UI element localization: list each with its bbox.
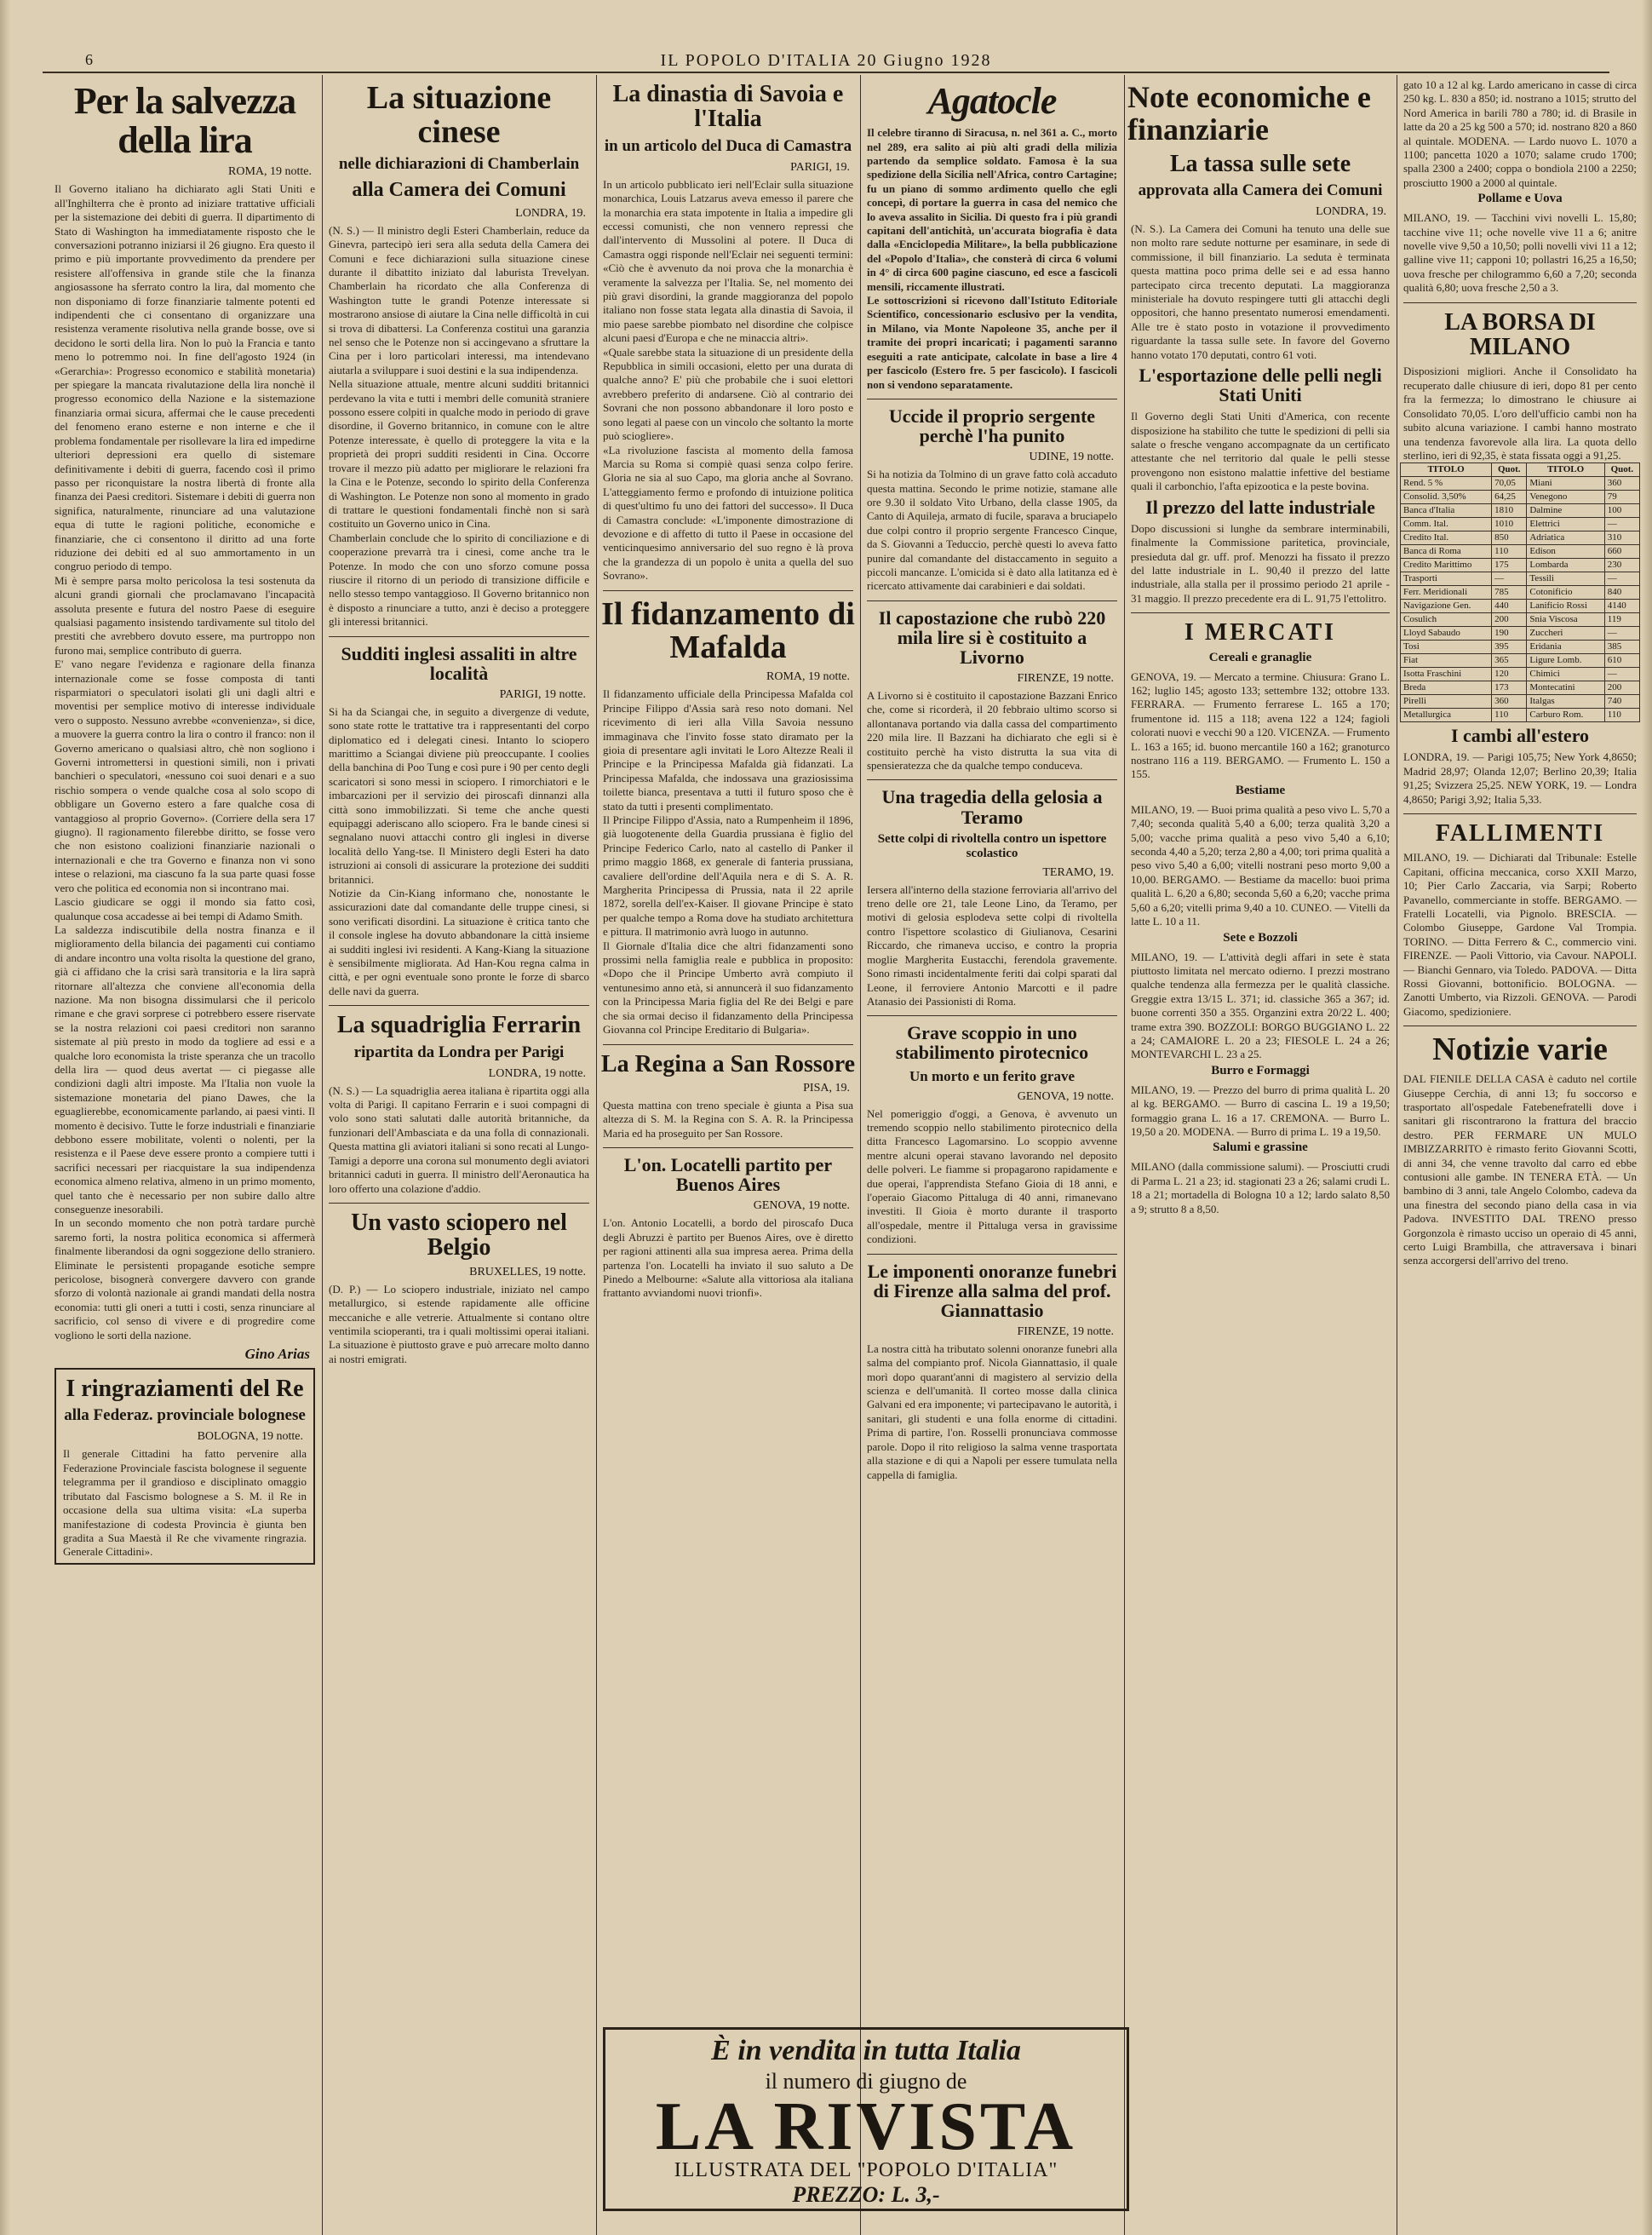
headline-capostazione: Il capostazione che rubò 220 mila lire si è costituito a Livorno bbox=[878, 606, 1106, 668]
article-paragraph: (N. S.) — Il ministro degli Esteri Chamberlain, reduce da Ginevra, partecipò ieri sera alla seduta della Camera dei Comuni e fece dichiarazioni sulla situazione cinese durante il dibattito iniziato dal laburista Trevelyan. Chamberlain ha ricordato che alla Conferenza di Washington tutte le grandi Potenze interessate si mostrarono ansiose di aiutare la Cina nelle difficoltà in cui si trova di dibattersi. La Conferenza costituì una garanzia nel senso che le Potenze non si accingevano a sfruttare la Cina per i loro particolari interessi, ma intendevano aiutarla a sviluppare i suoi destini e la sua indipendenza. bbox=[329, 223, 589, 376]
table-cell: 385 bbox=[1604, 641, 1639, 654]
table-cell: Fiat bbox=[1401, 654, 1492, 668]
subheadline: approvata alla Camera dei Comuni bbox=[1138, 181, 1383, 199]
subheadline: alla Federaz. provinciale bolognese bbox=[64, 1406, 306, 1425]
table-cell: Italgas bbox=[1527, 695, 1604, 709]
advert-line: il numero di giugno de bbox=[765, 2069, 967, 2094]
page-number: 6 bbox=[85, 51, 93, 68]
dateline: LONDRA, 19. bbox=[1316, 204, 1386, 218]
table-cell: Banca d'Italia bbox=[1401, 504, 1492, 518]
table-cell: 173 bbox=[1492, 681, 1527, 695]
article-paragraph: Il celebre tiranno di Siracusa, n. nel 361 a. C., morto nel 289, era salito ai più alti gradi della milizia partendo da semplice soldato. Famosa è la sua spedizione della Sicilia nell'Africa, contro Cartagine; fu un piano di sommo ardimento quello che egli concepì, di portare la guerra in casa del nemico che lo aveva assalito in Sicilia. Di questo fra i più grandi capitani dell'antichità, un'accurata biografia è data dalla «Enciclopedia Militare», la bella pubblicazione del «Popolo d'Italia», che consterà di circa 6 volumi in 4° di circa 600 pagine ciascuno, ed esce a fascicoli mensili, riccamente illustrati. bbox=[867, 126, 1117, 293]
headline-borsa: LA BORSA DI MILANO bbox=[1444, 308, 1596, 361]
table-cell: — bbox=[1604, 668, 1639, 681]
table-row bbox=[1401, 695, 1640, 709]
article-paragraph: Lascio giudicare se oggi il mondo sia fatto così, qualunque cosa accadesse ai bei tempi di Adamo Smith. bbox=[54, 895, 315, 922]
article-paragraph: (N. S.). La Camera dei Comuni ha tenuto una delle sue non molto rare sedute notturne per esaminare, in sede di commissione, il bill finanziario. La seduta è terminata questa mattina poco prima delle sei e ad essa hanno partecipato circa trecento deputati. La maggioranza ministeriale ha dovuto respingere tutti gli attacchi degli oppositori, che hanno presentato numerosi emendamenti. Alle tre è stato posto in votazione il provvedimento riguardante la tassa sulle sete. In favore del Governo hanno votato 170 deputati, contro 61 voti. bbox=[1131, 221, 1390, 361]
article-paragraph: MILANO, 19. — Dichiarati dal Tribunale: Estelle Capitani, officina meccanica, corso XXII Marzo, 10; Pier Carlo Zaccaria, via Sarpi; Roberto Pavanello, commerciante in stoffe. BERGAMO. — Fratelli Locatelli, via Pignolo. BRESCIA. — Colombo Giuseppe, Gardone Val Trompia. TORINO. — Ditta Ferrero & C., commercio vini. FIRENZE. — Paoli Vittorio, via Cavour. NAPOLI. — Bianchi Gennaro, via Toledo. PADOVA. — Ditta Rossi Giovanni, bottonificio. BOLOGNA. — Zanotti Umberto, via Rizzoli. GENOVA. — Parodi Giacomo, spedizioniere. bbox=[1403, 851, 1637, 1018]
table-cell: Carburo Rom. bbox=[1527, 709, 1604, 722]
table-row bbox=[1401, 613, 1640, 627]
subheadline: Pollame e Uova bbox=[1477, 192, 1563, 206]
article-paragraph: Iersera all'interno della stazione ferroviaria all'arrivo del treno delle ore 21, tale Leone Lino, da Teramo, per motivi di gelosia esplodeva sette colpi di rivoltella contro l'ispettore scolastico di Giulianova, Cesarini Riccardo, che rimaneva ucciso, e contro la propria moglie Margherita Eustacchi, ferendola gravemente. Sono rimasti incidentalmente feriti dai colpi sparati dal Leone, il ferroviere Antonio Marcotti e il padre Atanasio dei Passionisti di Roma. bbox=[867, 882, 1117, 1008]
table-cell: Chimici bbox=[1527, 668, 1604, 681]
divider bbox=[603, 590, 853, 591]
table-cell: Elettrici bbox=[1527, 518, 1604, 531]
dateline: ROMA, 19 notte. bbox=[766, 670, 850, 684]
dateline: PARIGI, 19. bbox=[790, 160, 850, 174]
market-report: GENOVA, 19. — Mercato a termine. Chiusura: Grano L. 162; luglio 145; agosto 133; settembre 132; ottobre 133. FERRARA. — Frumento ferrarese L. 165 a 170; frumentone id. 115 a 118; avena 122 a 124; fagioli colorati nuovi e vecchi 90 a 120. VICENZA. — Frumento L. 163 a 165; id. buono mercantile 160 a 162; granoturco nostrano 116 a 119. BERGAMO. — Frumento L. 150 a 155. bbox=[1131, 669, 1390, 781]
table-cell: Ligure Lomb. bbox=[1527, 654, 1604, 668]
headline-scoppio: Grave scoppio in uno stabilimento pirotecnico bbox=[895, 1022, 1089, 1064]
table-cell: 1810 bbox=[1492, 504, 1527, 518]
subheadline: Burro e Formaggi bbox=[1211, 1063, 1310, 1077]
advert-line: È in vendita in tutta Italia bbox=[711, 2035, 1021, 2066]
table-cell: Breda bbox=[1401, 681, 1492, 695]
column-6 bbox=[1400, 78, 1640, 2225]
article-paragraph: Disposizioni migliori. Anche il Consolidato ha recuperato dalle chiusure di ieri, dopo 81 per cento fra la fermezza; lo dimostrano le chiusure ai Consolidato 70,05. L'oro dell'ufficio cambi non ha subito alcuna variazione. I cambi hanno mostrato una tendenza favorevole alla lira. La quota dello sterlino, ieri di 92,35, è stata fissata oggi a 91,25. bbox=[1403, 365, 1637, 462]
article-paragraph: Si ha notizia da Tolmino di un grave fatto colà accaduto questa mattina. Secondo le prime notizie, stamane alle ore 9.30 il soldato Vito Urbano, della classe 1905, da Canto di Aquileja, armato di fucile, sparava a bruciapelo due colpi contro il proprio sergente Francesco Cinque, da S. Giovanni a Teduccio, perchè questi lo aveva fatto punire dal comandante del distaccamento in seguito a piccoli mancanze. L'omicida si è dato alla latitanza ed è ricercato attivamente dai carabinieri e dai soldati. bbox=[867, 468, 1117, 593]
dateline: ROMA, 19 notte. bbox=[228, 165, 312, 179]
subheadline: Sete e Bozzoli bbox=[1223, 930, 1298, 945]
market-report: MILANO, 19. — Buoi prima qualità a peso vivo L. 5,70 a 7,40; seconda qualità 5,40 a 6,00; terza qualità 3,20 a 5,00; vacche prima qualità a peso vivo 5,40 a 6,10; seconda 4,40 a 5,20; terza 2,80 a 4,00; tori prima qualità a peso vivo 5,40 a 6,00; vitelli nostrani peso morto 9,00 a 10,00. BERGAMO. — Bestiame da macello: buoi prima qualità L. 6,20 a 6,80; seconda 5,60 a 6,20; vacche prima 5,60 a 6,20; vitelli prima 9,40 a 10. CUNEO. — Vitelli da latte L. 10 a 11. bbox=[1131, 802, 1390, 928]
table-cell: — bbox=[1604, 627, 1639, 641]
table-cell: 175 bbox=[1492, 559, 1527, 572]
table-header-cell: TITOLO bbox=[1527, 463, 1604, 477]
market-report: MILANO, 19. — Prezzo del burro di prima qualità L. 20 al kg. BERGAMO. — Burro di cascina L. 19 a 19,50; formaggio grana L. 16 a 17. CREMONA. — Burro L. 19,50 a 20. MODENA. — Burro di prima L. 19 a 19,50. bbox=[1131, 1083, 1390, 1138]
dateline: LONDRA, 19 notte. bbox=[488, 1066, 586, 1080]
column-3 bbox=[599, 78, 857, 2020]
table-row bbox=[1401, 600, 1640, 613]
table-cell: Navigazione Gen. bbox=[1401, 600, 1492, 613]
dateline: PISA, 19. bbox=[803, 1081, 850, 1095]
news-box-re bbox=[54, 1368, 315, 1565]
subheadline: Sette colpi di rivoltella contro un ispettore scolastico bbox=[877, 831, 1107, 860]
divider bbox=[867, 600, 1117, 601]
market-report: MILANO, 19. — L'attività degli affari in sete è stata piuttosto limitata nel mercato odierno. I prezzi mostrano qualche tendenza alla fermezza per le qualità classiche. Greggie extra 13/15 L. 371; id. classiche 365 a 367; id. buone correnti 350 a 355. Organzini extra 20/22 L. 400; trame extra 390. BOZZOLI: BORGO BUGGIANO L. 22 a 24; CAMAIORE L. 20 a 23; FIESOLE L. 24 a 26; MONTEVARCHI L. 23 a 25. bbox=[1131, 950, 1390, 1061]
market-report: MILANO (dalla commissione salumi). — Prosciutti crudi di Parma L. 21 a 23; id. stagionati 23 a 26; salami crudi L. 18 a 21; mortadella di Bologna 10 a 12; lardo salato 8,50 a 9; strutto 8 a 8,50. bbox=[1131, 1160, 1390, 1215]
article-paragraph: Notizie da Cin-Kiang informano che, nonostante le assicurazioni date dal comandante delle truppe cinesi, si sono verificati disordini. La situazione è critica tanto che il console inglese ha dovuto abbandonare la città insieme ai sudditi inglesi ivi residenti. A Kang-Kiang la situazione è sensibilmente migliorata. Ad Han-Kou regna calma in città, e per ogni eventuale sono pronte le forze di sbarco delle navi da guerra. bbox=[329, 887, 589, 997]
article-paragraph: Il Giornale d'Italia dice che altri fidanzamenti sono prossimi nella famiglia reale e pubblica in proposito: «Dopo che il Principe Umberto avrà compiuto il ventunesimo anno età, si annuncerà il suo fidanzamento con la Principessa Maria figlia del Re dei Belgi e pare che sia ormai deciso il fidanzamento della Principessa Giovanna col Principe Ereditario di Bulgaria». bbox=[603, 939, 853, 1037]
page-edge-right bbox=[1642, 0, 1652, 2235]
table-cell: 70,05 bbox=[1492, 477, 1527, 491]
divider bbox=[329, 636, 589, 637]
article-paragraph: Nel pomeriggio d'oggi, a Genova, è avvenuto un tremendo scoppio nello stabilimento pirotecnico della ditta Francesco Lagomarsino. Lo scoppio avvenne mentre alcuni operai stavano lavorando nel deposito delle polveri. Le fiamme si propagarono rapidamente e due operai, l'apprendista Stefano Gioia di 18 anni, e l'operaio Giacomo Pittaluga di 40 anni, rimanevano investiti. Il Gioia è morto durante il trasporto all'ospedale, mentre il Pittaluga versa in gravissime condizioni. bbox=[867, 1106, 1117, 1246]
column-rule bbox=[1124, 75, 1125, 2235]
table-cell: Credito Ital. bbox=[1401, 531, 1492, 545]
table-header-row bbox=[1401, 463, 1640, 477]
author-signature: Gino Arias bbox=[244, 1346, 310, 1363]
table-cell: Dalmine bbox=[1527, 504, 1604, 518]
article-paragraph: In un articolo pubblicato ieri nell'Eclair sulla situazione monarchica, Louis Latzarus aveva emesso il parere che la monarchia era stata impotente in Italia a impedire gli eccessi comunisti, che non vennero repressi che dall'intervento di Mussolini al potere. Il Duca di Camastra oggi risponde nell'Eclair nei seguenti termini: «Ciò che è avvenuto da noi prova che la monarchia è veramente la salvezza per l'Italia. Se, nel momento dei più gravi disordini, la grande maggioranza del popolo italiano non fosse stata legata alla dinastia di Savoia, il mio paese sarebbe piombato nel disordine che colpisce alcuni paesi d'Europa e che ne minaccia altri». bbox=[603, 177, 853, 345]
table-cell: Miani bbox=[1527, 477, 1604, 491]
headline-lira: Per la salvezza della lira bbox=[73, 80, 296, 162]
table-cell: Cosulich bbox=[1401, 613, 1492, 627]
subheadline: in un articolo del Duca di Camastra bbox=[604, 136, 852, 155]
table-cell: — bbox=[1604, 518, 1639, 531]
subheadline: Bestiame bbox=[1235, 783, 1286, 797]
table-cell: 110 bbox=[1492, 545, 1527, 559]
table-header-cell: Quot. bbox=[1604, 463, 1639, 477]
table-cell: Tessili bbox=[1527, 572, 1604, 586]
headline-latte: Il prezzo del latte industriale bbox=[1145, 496, 1375, 518]
article-paragraph: Il generale Cittadini ha fatto pervenire alla Federazione Provinciale fascista bolognese il seguente telegramma per il grandioso e disciplinato omaggio tributato dal Fascismo bolognese a S. M. il Re in occasione della sua ultima visita: «La superba manifestazione di codesta Provincia è giunta ben gradita a Sua Maestà il Re che vivamente ringrazia. Generale Cittadini». bbox=[63, 1447, 307, 1559]
table-cell: Ferr. Meridionali bbox=[1401, 586, 1492, 600]
table-cell: 120 bbox=[1492, 668, 1527, 681]
headline-mercati: I MERCATI bbox=[1184, 619, 1337, 646]
table-cell: Metallurgica bbox=[1401, 709, 1492, 722]
table-cell: Edison bbox=[1527, 545, 1604, 559]
table-cell: Consolid. 3,50% bbox=[1401, 491, 1492, 504]
subheadline: Un morto e un ferito grave bbox=[909, 1067, 1076, 1084]
headline-notizie-varie: Notizie varie bbox=[1432, 1031, 1608, 1068]
article-paragraph: (N. S.) — La squadriglia aerea italiana è ripartita oggi alla volta di Parigi. Il capitano Ferrarin e i suoi compagni di volo sono stati salutati dalle autorità britanniche, da funzionari dell'Ambasciata e da una folla di connazionali. Questa mattina gli aviatori italiani si sono recati al Lungo-Tamigi a deporre una corona sul monumento degli aviatori britannici caduti in guerra. Il ministro dell'Aeronautica ha loro offerto una colazione d'addio. bbox=[329, 1083, 589, 1195]
headline-sete: La tassa sulle sete bbox=[1169, 150, 1351, 177]
table-cell: Banca di Roma bbox=[1401, 545, 1492, 559]
table-cell: 660 bbox=[1604, 545, 1639, 559]
headline-locatelli: L'on. Locatelli partito per Buenos Aires bbox=[623, 1154, 833, 1196]
table-cell: 4140 bbox=[1604, 600, 1639, 613]
table-cell: 79 bbox=[1604, 491, 1639, 504]
dateline: GENOVA, 19 notte. bbox=[753, 1199, 850, 1213]
article-paragraph: In un secondo momento che non potrà tardare purchè saremo forti, la nostra politica economica si affermerà finalmente liberandosi da ogni soggezione dello straniero. Eliminate le persistenti propagande esotiche sempre pericolose, bisognerà convergere davvero con grande sforzo di volontà nazionale ai grandi mandati della nostra economia: tutti gli oneri a tutti i costi, senza rinunciare al sacrificio, col senso di vivere e di progredire come vogliono le sorti della nazione. bbox=[54, 1216, 315, 1342]
divider bbox=[1131, 612, 1390, 613]
dateline: FIRENZE, 19 notte. bbox=[1017, 672, 1114, 686]
table-cell: 310 bbox=[1604, 531, 1639, 545]
table-cell: 100 bbox=[1604, 504, 1639, 518]
divider bbox=[1403, 813, 1637, 814]
table-cell: 840 bbox=[1604, 586, 1639, 600]
headline-teramo: Una tragedia della gelosia a Teramo bbox=[881, 786, 1103, 828]
table-row bbox=[1401, 531, 1640, 545]
table-row bbox=[1401, 504, 1640, 518]
table-cell: Rend. 5 % bbox=[1401, 477, 1492, 491]
advert-price: PREZZO: L. 3,- bbox=[792, 2182, 940, 2207]
table-cell: 360 bbox=[1604, 477, 1639, 491]
headline-mafalda: Il fidanzamento di Mafalda bbox=[601, 595, 855, 666]
divider bbox=[329, 1005, 589, 1006]
table-cell: 110 bbox=[1604, 709, 1639, 722]
table-cell: Trasporti bbox=[1401, 572, 1492, 586]
headline-pelli: L'esportazione delle pelli negli Stati Uniti bbox=[1139, 365, 1382, 406]
table-cell: 200 bbox=[1492, 613, 1527, 627]
table-cell: 1010 bbox=[1492, 518, 1527, 531]
table-cell: Lloyd Sabaudo bbox=[1401, 627, 1492, 641]
article-paragraph: Si ha da Sciangai che, in seguito a divergenze di vedute, sono state rotte le trattative tra i rappresentanti del corpo diplomatico ed i delegati cinesi. Intanto lo sciopero marittimo a Sciangai diviene più preoccupante. I coolies della banchina di Poo Tung e così pure i 90 per cento degli scaricatori si sono messi in sciopero. I rimorchiatori e le imbarcazioni per il servizio dei piroscafi dinnanzi alla città sono immobilizzati. Si teme che anche questi equipaggi aderiscano allo sciopero. Fra le bande cinesi si segnalano nuovi attacchi contro gli inglesi in diverse località dello Yang-tse. Il Ministero degli Esteri ha dato istruzioni ai consoli di assicurare la protezione dei sudditi britannici. bbox=[329, 704, 589, 886]
table-row bbox=[1401, 709, 1640, 722]
article-paragraph: «La rivoluzione fascista al momento della famosa Marcia su Roma si compiè quasi senza colpo ferire. Gloria ne sia al suo Capo, ma gloria anche al Sovrano. L'atteggiamento fermo e profondo di intuizione politica di quest'ultimo fu uno dei fattori del successo». Il Duca di Camastra conclude: «L'imponente dimostrazione di devozione e di affetto di tutto il Paese in occasione del venticinquesimo anniversario del suo regno è là prova che la grandezza di un popolo è unita a quella del suo Sovrano». bbox=[603, 443, 853, 583]
masthead bbox=[43, 49, 1609, 73]
dateline: FIRENZE, 19 notte. bbox=[1017, 1324, 1114, 1338]
dateline: BOLOGNA, 19 notte. bbox=[197, 1430, 303, 1444]
table-cell: 110 bbox=[1492, 709, 1527, 722]
dateline: TERAMO, 19. bbox=[1042, 865, 1114, 879]
article-paragraph: Mi è sempre parsa molto pericolosa la tesi sostenuta da alcuni grandi giornali che proclamavano l'incapacità assoluta presente e futura del nostro Paese di eseguire qualsiasi pagamento insistendo tardivamente sul titolo del prestiti che avrebbero dovuto essere, ma purtroppo non furono mai, semplice contributo di guerra. bbox=[54, 573, 315, 657]
column-1 bbox=[51, 78, 318, 2225]
table-cell: 395 bbox=[1492, 641, 1527, 654]
headline-savoia: La dinastia di Savoia e l'Italia bbox=[612, 81, 844, 133]
table-cell: 64,25 bbox=[1492, 491, 1527, 504]
subheadline: alla Camera dei Comuni bbox=[352, 178, 566, 201]
column-4 bbox=[863, 78, 1121, 2020]
table-cell: 200 bbox=[1604, 681, 1639, 695]
article-paragraph: Chamberlain conclude che lo spirito di conciliazione e di cooperazione prevarrà tra i cinesi, come anche tra le Potenze. In modo che con uno sforzo comune possa riuscire il ritorno di un periodo di transizione difficile e nello stesso tempo vantaggioso. Il Governo britannico non è disposto a rinunciare a tutto, anzi è deciso a proteggere gli interessi britannici. bbox=[329, 531, 589, 629]
subheadline: ripartita da Londra per Parigi bbox=[353, 1043, 565, 1061]
table-row bbox=[1401, 518, 1640, 531]
market-report: MILANO, 19. — Tacchini vivi novelli L. 15,80; tacchine vive 11; oche novelle vive 11 a 6; anitre novelle vive 9,50 a 10,50; polli novelli vivi 11 a 12; galline vive 11; capponi 10; pollastri 16,25 a 16,50; uova fresche per chilogrammo 6,60 a 7,20; seconda qualità 6,80; uova fresche 2,50 a 3. bbox=[1403, 211, 1637, 295]
dateline: LONDRA, 19. bbox=[515, 206, 586, 220]
dateline: GENOVA, 19 notte. bbox=[1017, 1089, 1114, 1103]
headline-agatocle: Agatocle bbox=[927, 80, 1057, 122]
advert-la-rivista bbox=[603, 2027, 1129, 2211]
table-cell: — bbox=[1492, 572, 1527, 586]
dateline: PARIGI, 19 notte. bbox=[499, 687, 586, 701]
table-row bbox=[1401, 654, 1640, 668]
table-cell: Cotonificio bbox=[1527, 586, 1604, 600]
article-paragraph: La saldezza indiscutibile della nostra finanza e il miglioramento della bilancia dei pagamenti cui contiamo di andare incontro una volta risolta la questione del grano, già ci affidano che la crisi sarà transitoria e la lira saprà ritornare all'altezza che conviene all'economia della nazione. Ma non bisogna dissimularsi che il pericolo rimane e che gravi sorprese ci potrebbero essere riservate se la nostra relazioni coi paesi creditori non saranno sistemate al più presto in modo da togliere ad essi e a qualche loro economista la triste speranza che un tracollo della lira — quod deus avertat — ci piegasse alle condizioni dagli altri imposte. Ma l'Italia non vuole la sistemazione monetaria del piano Dawes, che la eguaglierebbe, economicamente parlando, ai paesi vinti. Il momento è decisivo. Tutte le forze industriali e finanziarie debbono essere mobilitate, volenti o nolenti, per la resistenza e il Paese deve essere pronto a compiere tutti i sacrifici necessari per riacquistare la sua indipendenza economica almeno relativa, almeno in un primo momento, quel tanto che è necessario per non subire dallo altre conseguenze inesorabili. bbox=[54, 922, 315, 1216]
headline-fallimenti: FALLIMENTI bbox=[1435, 820, 1605, 847]
article-paragraph: Il Governo degli Stati Uniti d'America, con recente disposizione ha stabilito che tutte le spedizioni di pelli sia salate o fresche vengano accompagnate da un certificato attestante che nel territorio dal quale le pelli stesse provengono non esistono malattie infettive del bestiame quali il carbonchio, l'afta epizootica e la peste bovina. bbox=[1131, 410, 1390, 493]
table-cell: Lanificio Rossi bbox=[1527, 600, 1604, 613]
headline-regina: La Regina a San Rossore bbox=[600, 1050, 856, 1077]
article-paragraph: L'on. Antonio Locatelli, a bordo del piroscafo Duca degli Abruzzi è partito per Buenos Aires, ove è diretto per ragioni attinenti alla sua impresa aerea. Prima della partenza l'on. Locatelli ha inviato il suo saluto a De Pinedo a Melbourne: «Salute alla vittoriosa ala italiana frattanto avviandomi nuovi trionfi». bbox=[603, 1216, 853, 1300]
table-cell: Tosi bbox=[1401, 641, 1492, 654]
table-row bbox=[1401, 491, 1640, 504]
dateline: UDINE, 19 notte. bbox=[1029, 451, 1114, 464]
table-cell: 119 bbox=[1604, 613, 1639, 627]
divider bbox=[867, 1254, 1117, 1255]
article-paragraph: (D. P.) — Lo sciopero industriale, iniziato nel campo metallurgico, si estende rapidamente alle officine meccaniche e alle vetrerie. Attualmente si contano oltre ventimila scioperanti, tra i quali moltissimi operai italiani. La situazione è piuttosto grave e può arrecare molto danno ai nostri emigrati. bbox=[329, 1282, 589, 1365]
headline-giannattasio: Le imponenti onoranze funebri di Firenze alla salma del prof. Giannattasio bbox=[867, 1260, 1117, 1321]
divider bbox=[603, 1147, 853, 1148]
table-row bbox=[1401, 477, 1640, 491]
column-5 bbox=[1127, 78, 1393, 2225]
headline-ferrarin: La squadriglia Ferrarin bbox=[336, 1012, 582, 1039]
headline-ringraziamenti: I ringraziamenti del Re bbox=[66, 1376, 304, 1403]
table-cell: 850 bbox=[1492, 531, 1527, 545]
subheadline: nelle dichiarazioni di Chamberlain bbox=[338, 154, 580, 173]
advert-line: ILLUSTRATA DEL "POPOLO D'ITALIA" bbox=[674, 2159, 1058, 2181]
article-paragraph: LONDRA, 19. — Parigi 105,75; New York 4,8650; Madrid 28,97; Olanda 12,07; Berlino 20,39; Italia 91,25; Svizzera 25,25. NEW YORK, 19. — Londra 4,8650; Parigi 3,92; Italia 5,33. bbox=[1403, 750, 1637, 806]
headline-note-economiche: Note economiche e finanziarie bbox=[1127, 80, 1371, 147]
table-cell: 360 bbox=[1492, 695, 1527, 709]
article-paragraph: E' vano negare l'evidenza e ragionare della finanza internazionale come se fosse composta di tanti risparmiatori o speculatori isolati gli uni dagli altri e moventisi per semplice motivo di interesse individuale vero o supposto. Nessuno avrebbe «convenienza», si dice, a muovere la guerra contro la lira o contro il franco: non il Governo americano o qualsiasi altro, chè non sogliono i Governi intromettersi in questioni simili, non i privati banchieri o speculatori, «nessuno coi suoi denari e a suo rischio sompera o vende qualche cosa al solo scopo di obbligare un Governo estero a fare qualche cosa di vantaggioso al proprio Governo». (Corriere della sera 17 giugno). Il ragionamento filerebbe diritto, se fosse vero che non esistono coalizioni finanziarie nazionali o internazionali e che tra Governo e finanza non vi sono intese o relazioni, ma ciascuno fa la sua parte quasi fosse vero che politica ed economia non si incontrano mai. bbox=[54, 658, 315, 894]
table-cell: Montecatini bbox=[1527, 681, 1604, 695]
subheadline: Cereali e granaglie bbox=[1208, 650, 1312, 664]
headline-cambi: I cambi all'estero bbox=[1450, 725, 1590, 747]
headline-belgio: Un vasto sciopero nel Belgio bbox=[351, 1209, 567, 1261]
article-paragraph: La nostra città ha tributato solenni onoranze funebri alla salma del compianto prof. Nicola Giannattasio, il quale morì dopo quarant'anni di magistero al servizio della scienza e dell'umanità. Il corteo mosse dalla clinica Galvani ed era imponente; vi partecipavano le autorità, i sanitari, gli studenti e una folla enorme di cittadini. Prima di partire, l'on. Rosselli pronunciava commosse parole. Dopo il rito religioso la salma venne trasportata alla stazione e di qui a Napoli per essere tumulata nella cappella di famiglia. bbox=[867, 1342, 1117, 1481]
article-paragraph: Dopo discussioni si lunghe da sembrare interminabili, finalmente la Commissione paritetica, provinciale, presieduta dal gr. uff. prof. Menozzi ha fissato il prezzo del latte industriale in L. 90,40 il prezzo del latte industriale, alla stalla per il prossimo periodo 21 aprile - 31 maggio. Il prezzo precedente era di L. 91,75 l'ettolitro. bbox=[1131, 521, 1390, 605]
table-cell: 785 bbox=[1492, 586, 1527, 600]
table-cell: Adriatica bbox=[1527, 531, 1604, 545]
page-edge-left bbox=[0, 0, 10, 2235]
table-row bbox=[1401, 545, 1640, 559]
market-report: gato 10 a 12 al kg. Lardo americano in casse di circa 250 kg. L. 830 a 850; id. nostrano a 1015; strutto del Nord America in barili 780 a 780; id. di Brasile in latte da 20 a 25 kg 500 a 570; id. nostrano 820 a 860 al quintale. MODENA. — Lardo nuovo L. 1070 a 1100; pancetta 1020 a 1070; salame crudo 1700; spalla 2300 a 2400; coppa o bondiola 2100 a 2250; prosciutto 1900 a 2000 al quintale. bbox=[1403, 78, 1637, 189]
table-cell: Isotta Fraschini bbox=[1401, 668, 1492, 681]
table-cell: Zuccheri bbox=[1527, 627, 1604, 641]
dateline: BRUXELLES, 19 notte. bbox=[469, 1265, 586, 1278]
table-cell: 740 bbox=[1604, 695, 1639, 709]
headline-sudditi: Sudditi inglesi assaliti in altre località bbox=[341, 642, 577, 684]
article-paragraph: Il Governo italiano ha dichiarato agli Stati Uniti e all'Inghilterra che è pronto ad iniziare trattative ufficiali per la sistemazione dei debiti di guerra. Il dipartimento di Stato di Washington ha immediatamente risposto che le conversazioni potranno iniziarsi il 26 giugno. Era questo il primo e più importante provvedimento da prendere per resistere all'offensiva in grande stile che la finanza angiosassone ha sferrato contro la lira, dal momento che non disponiamo di forze finanziarie talmente potenti ed indipendenti che ci consentano di organizzare una resistenza veramente risolutiva nella grande bosse, ove si decidono le sorti della lira. Non lo può la Francia e tanto meno lo potremmo noi. In fine dell'agosto 1924 (in «Gerarchia»: Progresso economico e stabilità monetaria) per spiegare la mancata rivalutazione della lira nonchè il progresso economico della Nazione e la sistemazione finanziaria ormai sicura, affermai che le cause precedenti del fenomeno erano esterne e non interne e che il problema fondamentale per risollevare la lira ed impedirne ulteriori depressioni era quello di sistemare definitivamente i debiti di guerra, facendo così il primo passo per riconquistare la nostra libertà di fronte alla finanza dei Paesi creditori. Sistemare i debiti di guerra non significa, naturalmente, rinunciare ad una valutazione equa di tutte le ragioni politiche, economiche e finanziarie, che ci consentono il diritto ad una forte riduzione dei debiti ed al suo ammortamento in un congruo periodo di tempo. bbox=[54, 182, 315, 573]
table-cell: 440 bbox=[1492, 600, 1527, 613]
table-cell: 365 bbox=[1492, 654, 1527, 668]
advert-title: LA RIVISTA bbox=[655, 2089, 1077, 2164]
column-rule bbox=[860, 75, 861, 2235]
table-row bbox=[1401, 641, 1640, 654]
headline-cinese: La situazione cinese bbox=[366, 80, 552, 150]
article-paragraph: DAL FIENILE DELLA CASA è caduto nel cortile Giuseppe Cerchia, di anni 13; fu soccorso e trasportato all'ospedale Fatebenefratelli dove i sanitari gli riscontrarono la frattura del braccio destro. PER FERMARE UN MULO IMBIZZARRITO è rimasto ferito Giovanni Scotti, di anni 34, che venne travolto dal carro ed ebbe contusioni alle gambe. IN TENERA ETÀ. — Un bambino di 3 anni, tale Angelo Colombo, cadeva da una finestra del secondo piano della casa in via Padova. INVESTITO DAL TRENO presso Gorgonzola è rimasto ucciso un operaio di 45 anni, certo Luigi Brambilla, che attraversava i binari senza accorgersi dell'arrivo del treno. bbox=[1403, 1072, 1637, 1267]
table-cell: Lombarda bbox=[1527, 559, 1604, 572]
table-cell: Venegono bbox=[1527, 491, 1604, 504]
table-cell: — bbox=[1604, 572, 1639, 586]
table-cell: Comm. Ital. bbox=[1401, 518, 1492, 531]
headline-sergente: Uccide il proprio sergente perchè l'ha punito bbox=[888, 405, 1096, 446]
article-paragraph: Il Principe Filippo d'Assia, nato a Rumpenheim il 1896, già luogotenente della Guardia prussiana è figlio del Principe Federico Carlo, nato al castello di Panker il primo maggio 1868, ex generale di fanteria prussiana, cavaliere dell'ordine dell'Aquila nera e di S. A. R. Margherita Principessa di Prussia, nata il 22 aprile 1872, sorella dell'ex-Kaiser. Il giovane Principe è stato per qualche tempo a Roma dove ha studiato architettura e pittura. Il matrimonio avrà luogo in autunno. bbox=[603, 813, 853, 939]
column-rule bbox=[596, 75, 597, 2235]
article-paragraph: Nella situazione attuale, mentre alcuni sudditi britannici perdevano la vita e tutti i membri delle comunità straniere possono essere colpiti in qualche modo in periodo di grave disordine, il Governo britannico, in comune con le altre Potenze interessate, è quello di proteggere la vita e la proprietà dei propri sudditi residenti in Cina. Occorre trovare il mezzo più adatto per migliorare le relazioni fra la Cina e le Potenze, secondo lo spirito della Conferenza di Washington. Le Potenze non sono al momento in grado di trattare le questioni fondamentali finchè non si sarà costituito un Governo unico in Cina. bbox=[329, 377, 589, 531]
table-row bbox=[1401, 586, 1640, 600]
table-row bbox=[1401, 559, 1640, 572]
table-row bbox=[1401, 627, 1640, 641]
divider bbox=[867, 779, 1117, 780]
table-cell: Pirelli bbox=[1401, 695, 1492, 709]
column-2 bbox=[325, 78, 593, 2225]
table-cell: 610 bbox=[1604, 654, 1639, 668]
article-paragraph: Questa mattina con treno speciale è giunta a Pisa sua altezza di S. M. la Regina con S. A. R. la Principessa Maria ed ha proseguito per San Rossore. bbox=[603, 1098, 853, 1140]
article-paragraph: Le sottoscrizioni si ricevono dall'Istituto Editoriale Scientifico, concessionario esclusivo per la vendita, in Milano, via Monte Napoleone 35, anche per il tramite dei propri incaricati; i pagamenti saranno eseguiti a rate anticipate, calcolate in base a lire 4 per fascicolo (Estero fre. 5 per fascicolo). I fascicoli non si vendono separatamente. bbox=[867, 294, 1117, 391]
table-row bbox=[1401, 681, 1640, 695]
column-rule bbox=[322, 75, 323, 2235]
divider bbox=[603, 1044, 853, 1045]
article-paragraph: A Livorno si è costituito il capostazione Bazzani Enrico che, come si ricorderà, il 20 febbraio ultimo scorso si allontanava portando via dalla cassa del compartimento 220 mila lire. Il Bazzani ha dichiarato che egli si è costituito perchè ha visto distrutta la sua vita di spensieratezza che da qualche tempo conduceva. bbox=[867, 689, 1117, 773]
article-paragraph: Il fidanzamento ufficiale della Principessa Mafalda col Principe Filippo d'Assia sarà reso noto domani. Nel ricevimento di ieri alla Villa Savoia nessuno immaginava che l'invito fosse stato diramato per la gioia di presentare agli invitati le Loro Altezze Reali il Principe e la Principessa Mafalda già fidanzati. La Principessa Mafalda, che indossava una graziosissima toilette bianca, presentava a tutti il futuro sposo che è stato da tutti i presenti complimentato. bbox=[603, 687, 853, 813]
table-cell: Credito Marittimo bbox=[1401, 559, 1492, 572]
table-header-cell: TITOLO bbox=[1401, 463, 1492, 477]
table-row bbox=[1401, 668, 1640, 681]
masthead-title: IL POPOLO D'ITALIA 20 Giugno 1928 bbox=[660, 51, 992, 70]
subheadline: Salumi e grassine bbox=[1213, 1140, 1308, 1155]
table-row bbox=[1401, 572, 1640, 586]
divider bbox=[867, 1015, 1117, 1016]
divider bbox=[1403, 302, 1637, 303]
table-cell: 230 bbox=[1604, 559, 1639, 572]
divider bbox=[329, 1203, 589, 1204]
table-header-cell: Quot. bbox=[1492, 463, 1527, 477]
table-cell: Snia Viscosa bbox=[1527, 613, 1604, 627]
table-body bbox=[1401, 477, 1640, 722]
stock-table bbox=[1400, 463, 1640, 722]
table-cell: 190 bbox=[1492, 627, 1527, 641]
article-paragraph: «Quale sarebbe stata la situazione di un presidente della Repubblica in simili occasioni, eletto per una durata di qualche anno? E' più che probabile che i suoi elettori avrebbero preferito di andarsene. Ciò al contrario dei Sovrani che non possono abbandonare il loro posto e sono legati al paese con un vincolo che soltanto la morte può sciogliere». bbox=[603, 345, 853, 443]
table-cell: Eridania bbox=[1527, 641, 1604, 654]
